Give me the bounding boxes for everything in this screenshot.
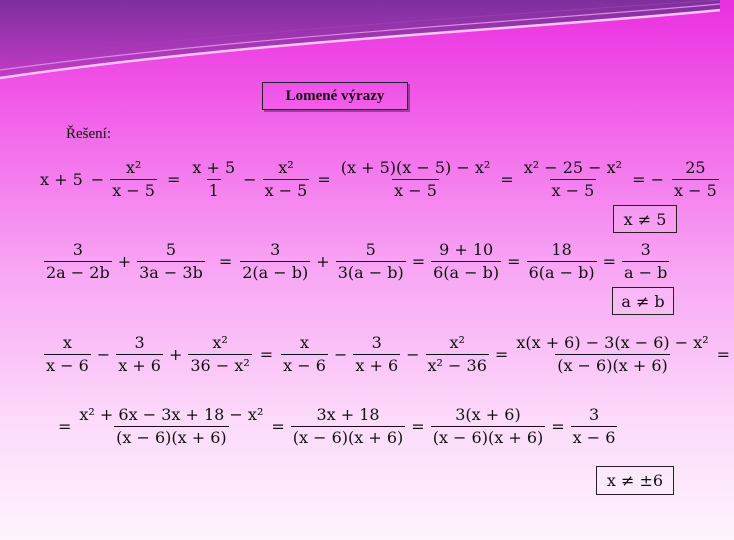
slide-title: Lomené výrazy [262,82,408,110]
numerator: x² [212,333,228,352]
denominator: x − 5 [674,181,717,200]
operator: − [333,344,348,364]
operator: = [411,251,426,271]
fraction [116,333,163,376]
fraction [522,158,624,201]
operator: − [406,344,420,364]
operator: = − [632,169,664,189]
denominator: 6(a − b) [433,263,500,282]
denominator: x − 6 [572,428,616,447]
fraction [137,240,205,283]
equation-line-2 [42,240,671,283]
operator: = [58,416,72,436]
operator: + [168,344,183,364]
fraction [190,158,237,201]
fraction [77,405,265,448]
fraction [339,158,493,201]
numerator: x² [278,158,294,177]
fraction [291,405,406,448]
numerator: 3 [270,240,281,259]
operator: = [259,344,274,364]
equation-line-1 [40,158,721,201]
denominator: x − 5 [112,181,155,200]
denominator: 3a − 3b [139,263,203,282]
denominator: x − 5 [394,181,437,200]
operator: = [166,169,181,189]
operator: = [602,251,616,271]
denominator: x − 6 [283,356,326,375]
denominator: (x − 6)(x + 6) [557,356,668,375]
equation-line-4 [58,405,619,448]
fraction [426,333,489,376]
term-lead: x + 5 [40,169,83,189]
fraction [672,158,719,201]
numerator: 9 + 10 [439,240,494,259]
numerator: x(x + 6) − 3(x − 6) − x² [516,333,709,352]
fraction [240,240,310,283]
numerator: x [300,333,310,352]
numerator: x² + 6x − 3x + 18 − x² [79,405,264,424]
fraction [431,240,501,283]
numerator: (x + 5)(x − 5) − x² [340,158,491,177]
numerator: 3 [72,240,83,259]
fraction [188,333,251,376]
operator: − [243,169,257,189]
fraction [622,240,669,283]
denominator: 1 [208,181,219,200]
operator: − [90,169,105,189]
denominator: x − 5 [264,181,308,200]
header-banner [0,0,720,85]
condition-box-4: x ≠ ±6 [596,466,674,495]
operator: + [316,251,330,271]
fraction [336,240,406,283]
numerator: x² [125,158,142,177]
fraction [527,240,597,283]
denominator: (x − 6)(x + 6) [292,428,404,447]
denominator: a − b [624,263,668,282]
fraction [263,158,310,201]
denominator: x + 6 [355,356,399,375]
operator: + [117,251,132,271]
operator: = [411,416,425,436]
operator: = [317,169,331,189]
denominator: 2(a − b) [242,263,309,282]
fraction [44,240,112,283]
numerator: 3 [588,405,600,424]
numerator: 3x + 18 [316,405,380,424]
denominator: x − 6 [46,356,89,375]
fraction [353,333,400,376]
denominator: 36 − x² [190,356,250,375]
denominator: 2a − 2b [46,263,110,282]
numerator: 3 [640,240,651,259]
numerator: 25 [685,158,706,177]
numerator: 5 [165,240,177,259]
operator: = [507,251,521,271]
operator: = [500,169,514,189]
numerator: 18 [551,240,572,259]
condition-box-1: x ≠ 5 [613,205,677,233]
operator: − [96,344,111,364]
fraction [281,333,328,376]
denominator: 3(a − b) [337,263,404,282]
denominator: x − 5 [551,181,595,200]
equation-line-3 [42,333,734,376]
operator: = [551,416,565,436]
condition-box-2: a ≠ b [612,287,674,315]
numerator: x [62,333,72,352]
numerator: 5 [365,240,376,259]
denominator: (x − 6)(x + 6) [116,428,227,447]
fraction [44,333,91,376]
solution-label: Řešení: [66,126,111,142]
operator: = [271,416,285,436]
fraction [110,158,157,201]
fraction [514,333,710,376]
numerator: 3(x + 6) [455,405,521,424]
denominator: 6(a − b) [528,263,595,282]
fraction [431,405,546,448]
numerator: 3 [371,333,382,352]
operator: = [494,344,509,364]
denominator: x + 6 [118,356,161,375]
numerator: x² [449,333,465,352]
denominator: x² − 36 [427,356,487,375]
numerator: x² − 25 − x² [523,158,623,177]
numerator: x + 5 [192,158,236,177]
numerator: 3 [134,333,145,352]
operator: = [218,251,233,271]
operator: = [716,344,731,364]
fraction [571,405,618,448]
denominator: (x − 6)(x + 6) [432,428,544,447]
